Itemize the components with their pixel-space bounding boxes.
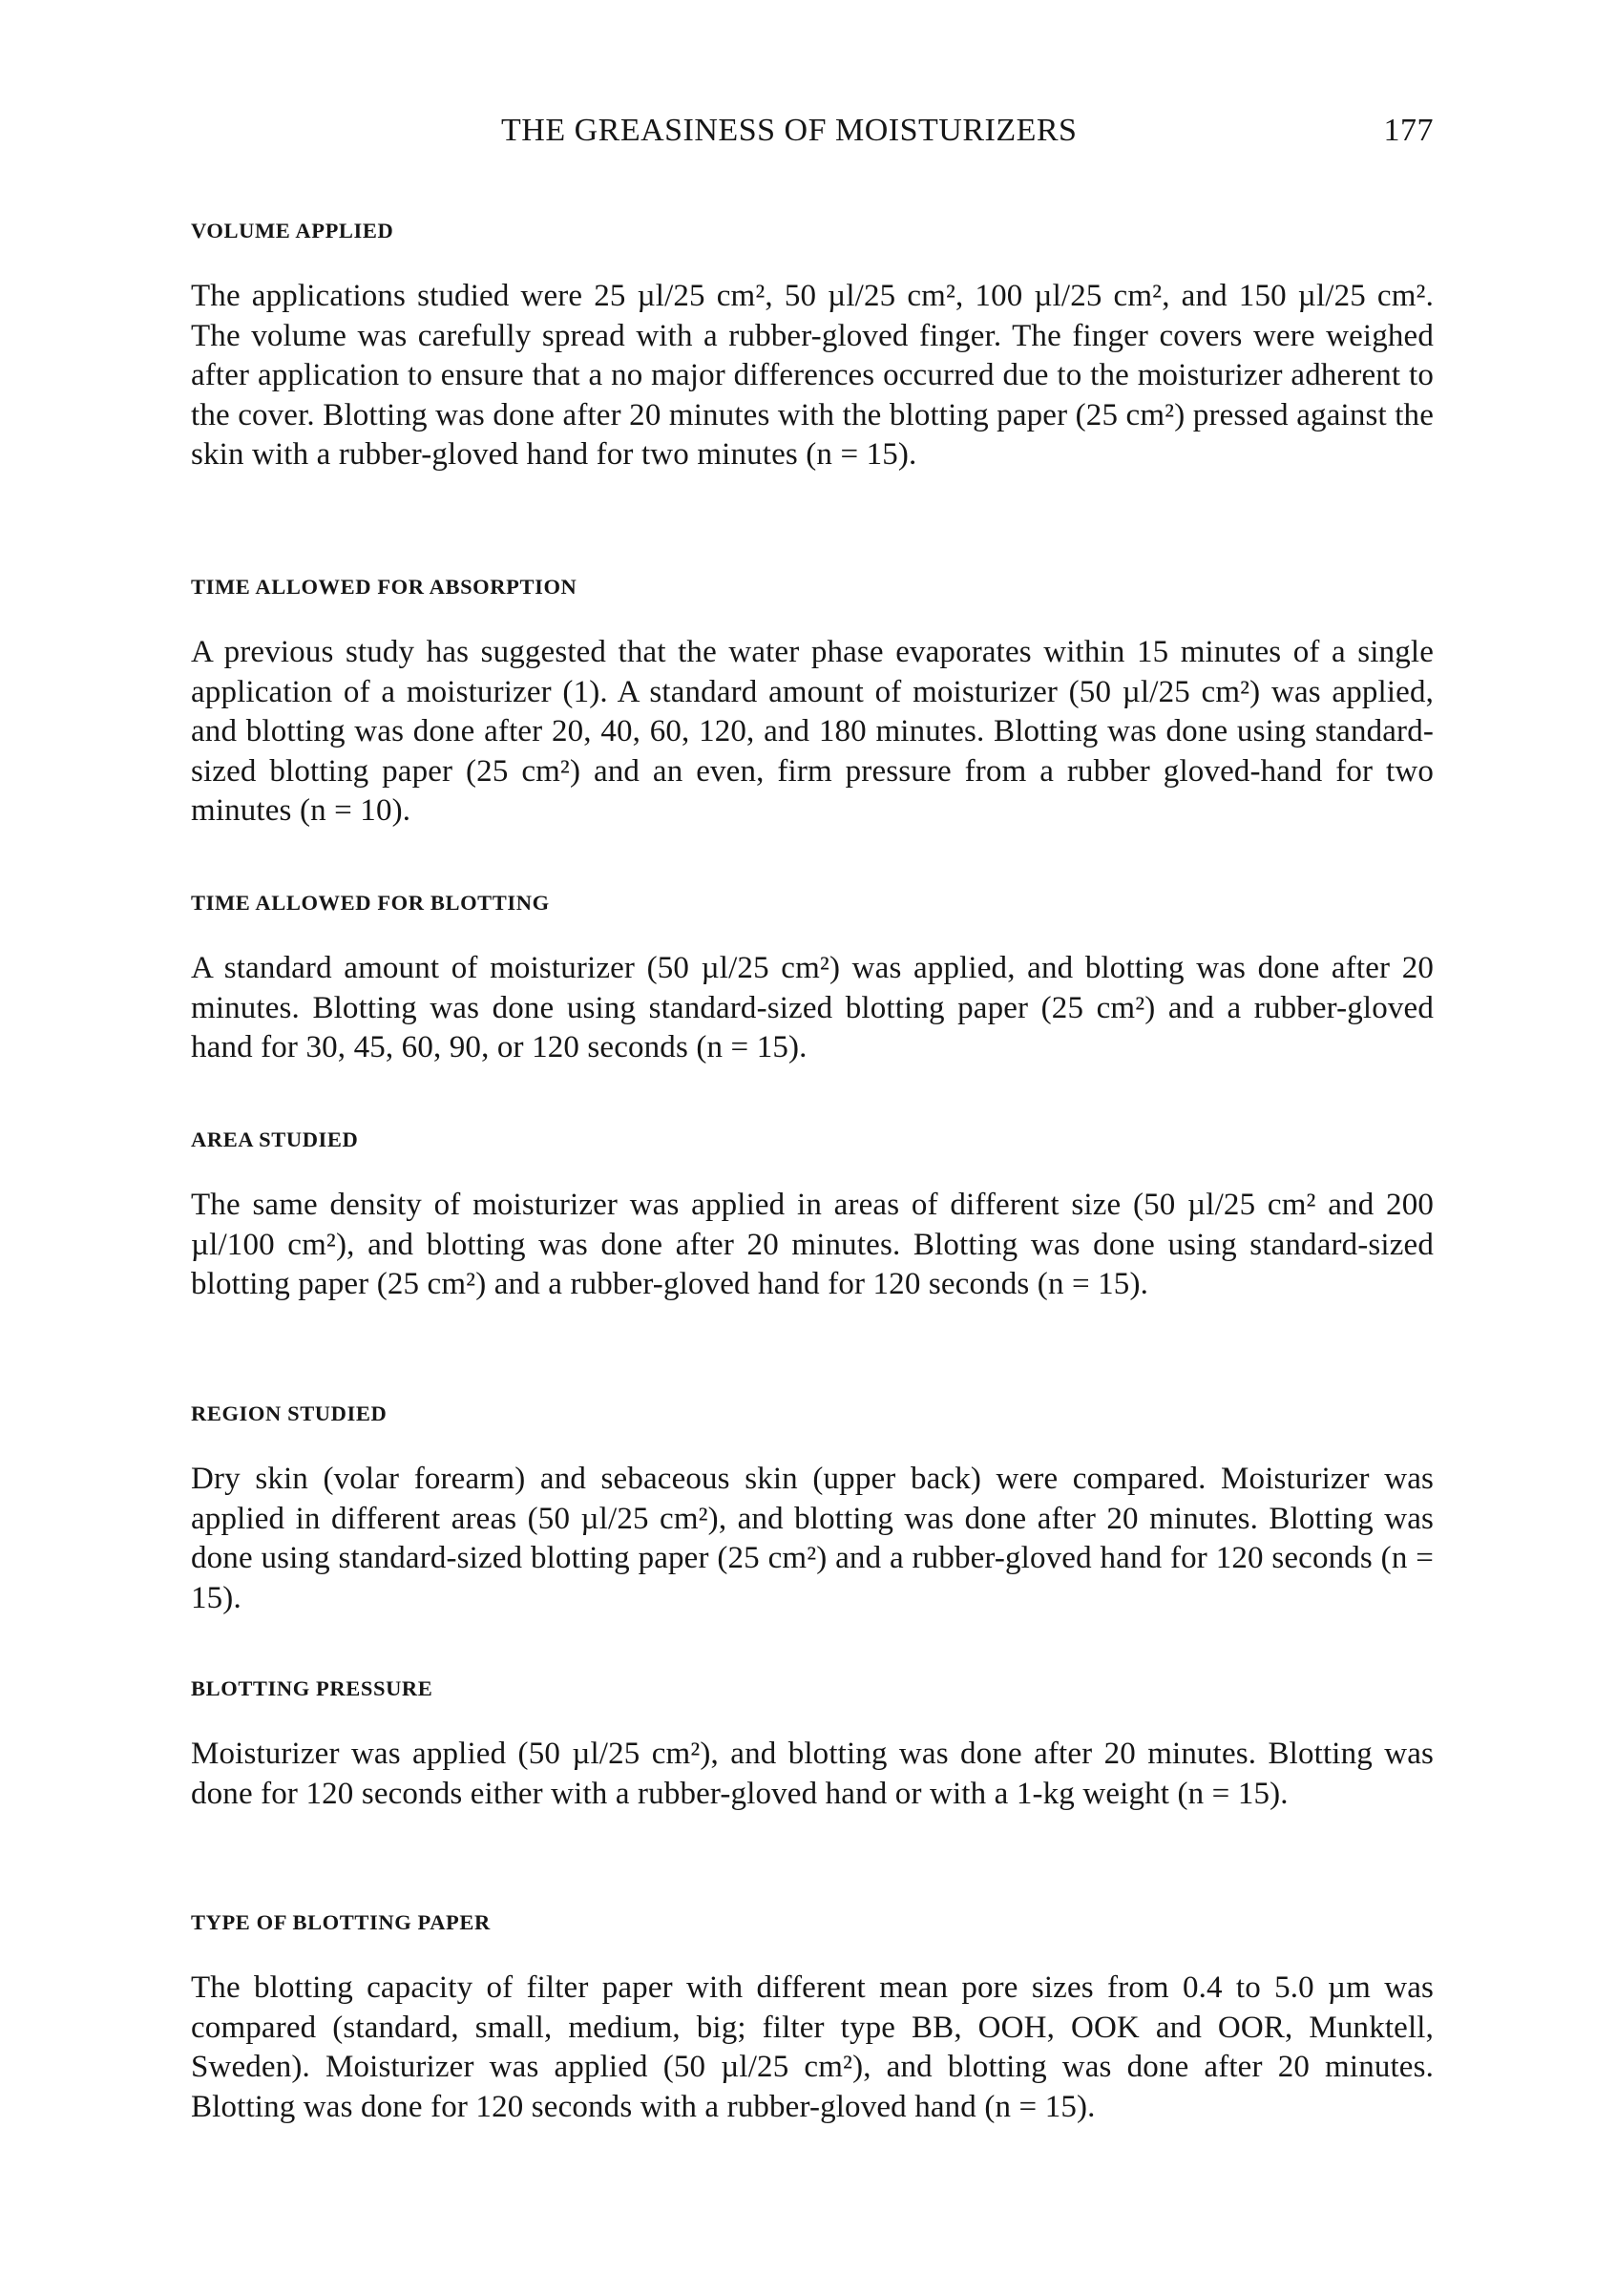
section-heading: VOLUME APPLIED: [191, 219, 394, 242]
section-time-allowed-for-absorption: [191, 574, 1434, 832]
section-region-studied: [191, 1401, 1434, 1618]
section-heading: AREA STUDIED: [191, 1127, 359, 1151]
section-paragraph: The applications studied were 25 µl/25 cm², 50 µl/25 cm², 100 µl/25 cm², and 150 µl/25 cm². The volume was carefully spread with a rubber-gloved finger. The finger covers were weighed after application to ensure that a no major differences occurred due to the moisturizer adherent to the cover. Blotting was done after 20 minutes with the blotting paper (25 cm²) pressed against the skin with a rubber-gloved hand for two minutes (n = 15).: [191, 279, 1434, 472]
section-heading: TIME ALLOWED FOR ABSORPTION: [191, 575, 577, 599]
running-title: THE GREASINESS OF MOISTURIZERS: [501, 113, 1078, 148]
section-heading: TIME ALLOWED FOR BLOTTING: [191, 891, 550, 915]
running-head: [191, 113, 1434, 155]
section-heading: TYPE OF BLOTTING PAPER: [191, 1910, 491, 1934]
section-heading: BLOTTING PRESSURE: [191, 1676, 433, 1700]
section-paragraph: Dry skin (volar forearm) and sebaceous skin (upper back) were compared. Moisturizer was applied in different areas (50 µl/25 cm²), and blotting was done after 20 minutes. Blotting was done using standard-sized blotting paper (25 cm²) and a rubber-gloved hand for 120 seconds (n = 15).: [191, 1462, 1434, 1615]
section-blotting-pressure: [191, 1675, 1434, 1814]
section-paragraph: A previous study has suggested that the water phase evaporates within 15 minutes of a single application of a moisturizer (1). A standard amount of moisturizer (50 µl/25 cm²) was applied, and blotting was done after 20, 40, 60, 120, and 180 minutes. Blotting was done using standard-sized blotting paper (25 cm²) and an even, firm pressure from a rubber gloved-hand for two minutes (n = 10).: [191, 635, 1434, 828]
section-paragraph: A standard amount of moisturizer (50 µl/25 cm²) was applied, and blotting was done after 20 minutes. Blotting was done using standard-sized blotting paper (25 cm²) and a rubber-gloved hand for 30, 45, 60, 90, or 120 seconds (n = 15).: [191, 951, 1434, 1064]
section-paragraph: The same density of moisturizer was applied in areas of different size (50 µl/25 cm² and 200 µl/100 cm²), and blotting was done after 20 minutes. Blotting was done using standard-sized blotting paper (25 cm²) and a rubber-gloved hand for 120 seconds (n = 15).: [191, 1188, 1434, 1301]
section-volume-applied: [191, 218, 1434, 475]
section-paragraph: Moisturizer was applied (50 µl/25 cm²), and blotting was done after 20 minutes. Blotting was done for 120 seconds either with a rubber-gloved hand or with a 1-kg weight (n = 15).: [191, 1737, 1434, 1811]
page-number: 177: [1383, 113, 1434, 148]
section-paragraph: The blotting capacity of filter paper with different mean pore sizes from 0.4 to 5.0 µm was compared (standard, small, medium, big; filter type BB, OOH, OOK and OOR, Munktell, Sweden). Moisturizer was applied (50 µl/25 cm²), and blotting was done after 20 minutes. Blotting was done for 120 seconds with a rubber-gloved hand (n = 15).: [191, 1970, 1434, 2124]
section-type-of-blotting-paper: [191, 1909, 1434, 2127]
section-heading: REGION STUDIED: [191, 1401, 388, 1425]
section-area-studied: [191, 1127, 1434, 1305]
section-time-allowed-for-blotting: [191, 890, 1434, 1068]
